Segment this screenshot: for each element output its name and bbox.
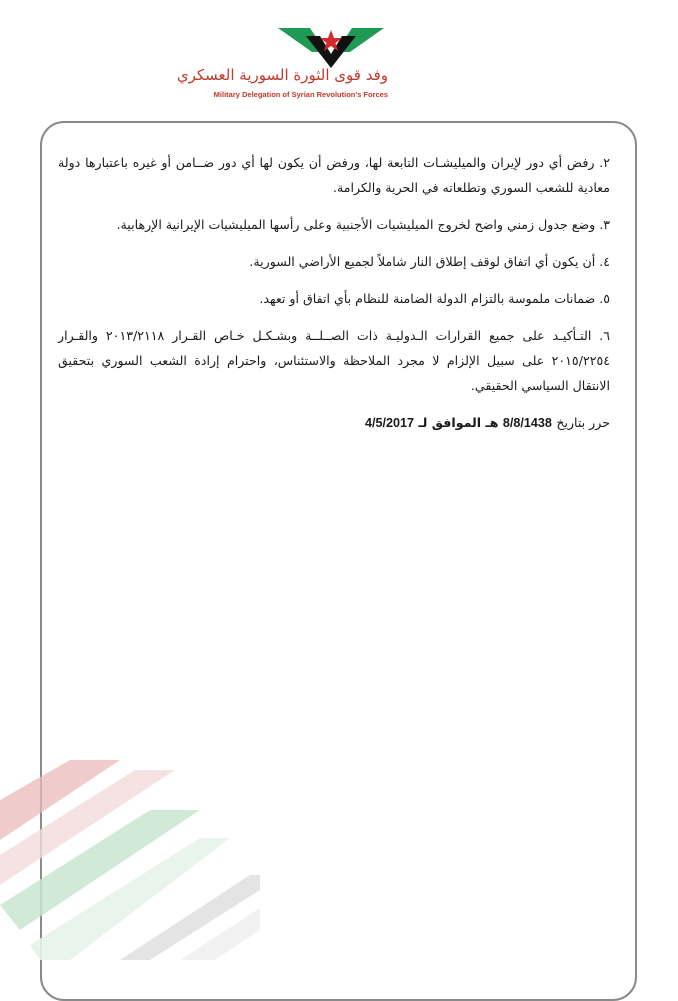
decorative-stripes: [0, 760, 260, 960]
list-item-2: ٢. رفض أي دور لإيران والميليشـات التابعة لها، ورفض أن يكون لها أي دور ضــامن أو غيره باعتبارها دولة معادية للشعب السوري وتطلعاته في الحرية والكرامة.: [58, 155, 610, 195]
logo-arabic-name: وفد قوى الثورة السورية العسكري: [176, 66, 388, 84]
list-item-3: ٣. وضع جدول زمني واضح لخروج الميليشيات الأجنبية وعلى رأسها الميليشيات الإيرانية الإرهابية.: [116, 217, 610, 232]
logo-english-name: Military Delegation of Syrian Revolution's Forces: [213, 90, 388, 99]
list-item-5: ٥. ضمانات ملموسة بالتزام الدولة الضامنة للنظام بأي اتفاق أو تعهد.: [259, 291, 610, 306]
logo-emblem-icon: [276, 22, 386, 70]
date-connector: هـ الموافق لـ: [418, 415, 499, 430]
gregorian-date: 4/5/2017: [364, 416, 414, 430]
list-item-4: ٤. أن يكون أي اتفاق لوقف إطلاق النار شاملاً لجميع الأراضي السورية.: [249, 254, 610, 269]
organization-logo: [176, 22, 426, 104]
date-label: حرر بتاريخ: [556, 415, 610, 430]
date-line: [58, 410, 610, 436]
document-body: [58, 150, 610, 436]
hijri-date: 8/8/1438: [502, 416, 552, 430]
list-item-6: ٦. التـأكيـد على جميع القرارات الـدوليـة ذات الصــلــة وبشـكـل خـاص القـرار ٢٠١٣/٢١١٨ والقـرار ٢٠١٥/٢٢٥٤ على سبيل الإلزام لا مجرد الملاحظة والاستئناس، واحترام إرادة الشعب السوري بتحقيق الانتقال السياسي الحقيقي.: [58, 328, 610, 393]
